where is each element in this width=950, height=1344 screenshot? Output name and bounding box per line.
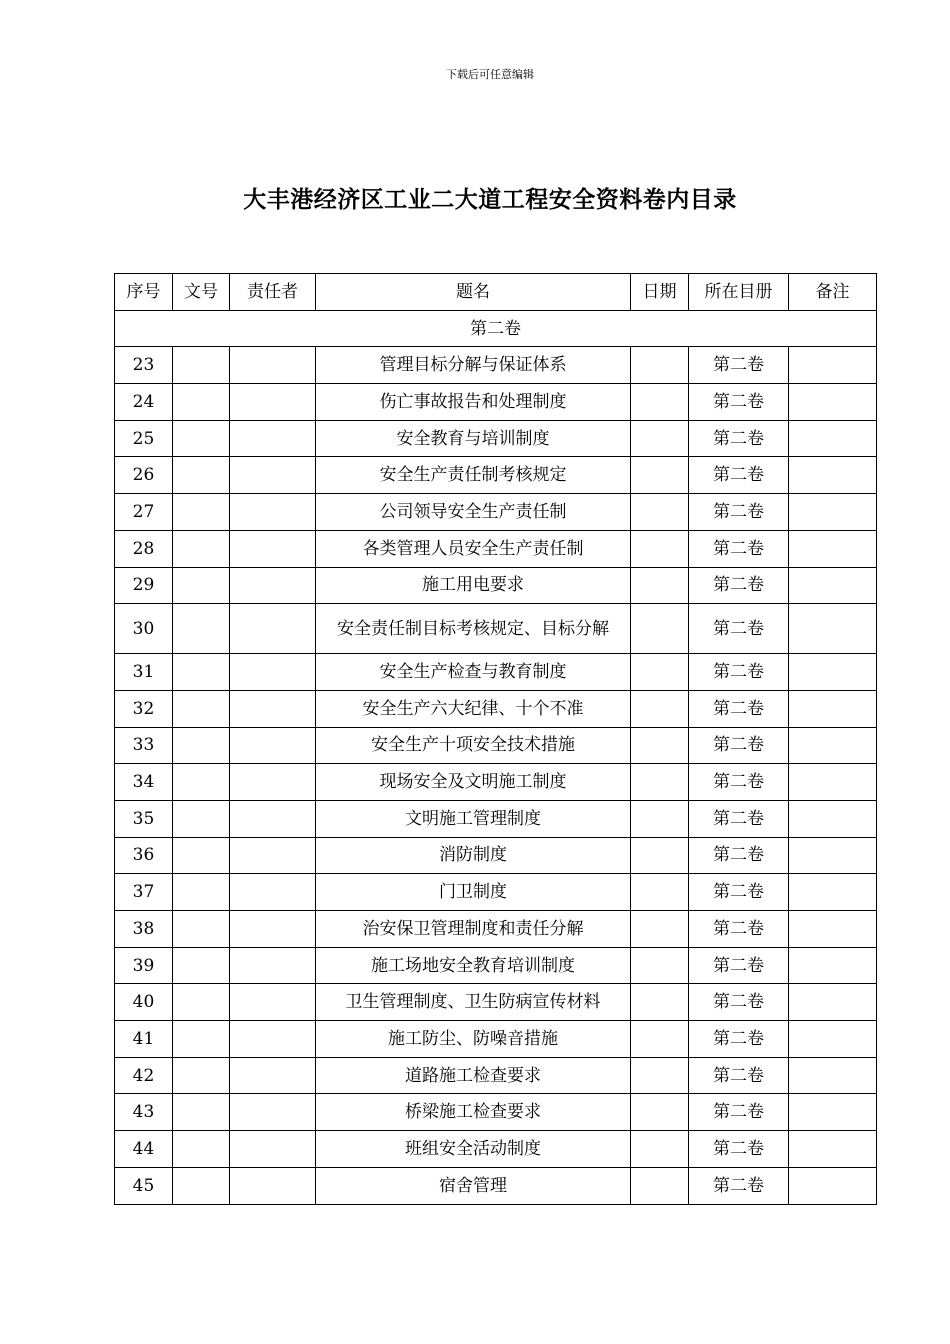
cell-volume: 第二卷	[689, 604, 789, 654]
cell-no: 26	[115, 457, 173, 494]
cell-title: 消防制度	[316, 837, 631, 874]
cell-responsible	[230, 800, 316, 837]
cell-no: 31	[115, 654, 173, 691]
cell-volume: 第二卷	[689, 837, 789, 874]
cell-date	[631, 690, 689, 727]
table-row	[115, 800, 877, 837]
document-title: 大丰港经济区工业二大道工程安全资料卷内目录	[243, 187, 737, 213]
table-row	[115, 530, 877, 567]
cell-remarks	[789, 457, 877, 494]
cell-responsible	[230, 567, 316, 604]
cell-no: 34	[115, 764, 173, 801]
cell-remarks	[789, 567, 877, 604]
cell-responsible	[230, 1057, 316, 1094]
cell-responsible	[230, 530, 316, 567]
table-row	[115, 947, 877, 984]
cell-volume: 第二卷	[689, 1167, 789, 1204]
cell-remarks	[789, 1167, 877, 1204]
cell-date	[631, 947, 689, 984]
cell-doc-no	[173, 1131, 230, 1168]
cell-responsible	[230, 764, 316, 801]
cell-date	[631, 567, 689, 604]
cell-volume: 第二卷	[689, 384, 789, 421]
cell-responsible	[230, 494, 316, 531]
cell-remarks	[789, 1094, 877, 1131]
table-row	[115, 494, 877, 531]
cell-no: 40	[115, 984, 173, 1021]
cell-volume: 第二卷	[689, 530, 789, 567]
cell-title: 安全生产责任制考核规定	[316, 457, 631, 494]
cell-date	[631, 727, 689, 764]
cell-date	[631, 800, 689, 837]
cell-volume: 第二卷	[689, 494, 789, 531]
cell-doc-no	[173, 1167, 230, 1204]
cell-remarks	[789, 984, 877, 1021]
cell-volume: 第二卷	[689, 457, 789, 494]
cell-no: 27	[115, 494, 173, 531]
cell-title: 门卫制度	[316, 874, 631, 911]
cell-volume: 第二卷	[689, 874, 789, 911]
cell-title: 班组安全活动制度	[316, 1131, 631, 1168]
cell-no: 36	[115, 837, 173, 874]
cell-doc-no	[173, 530, 230, 567]
cell-title: 文明施工管理制度	[316, 800, 631, 837]
cell-doc-no	[173, 420, 230, 457]
cell-responsible	[230, 1021, 316, 1058]
header-cell-no: 序号	[115, 274, 173, 311]
cell-responsible	[230, 420, 316, 457]
cell-doc-no	[173, 567, 230, 604]
cell-remarks	[789, 874, 877, 911]
cell-date	[631, 1131, 689, 1168]
cell-date	[631, 1057, 689, 1094]
cell-doc-no	[173, 690, 230, 727]
table-row	[115, 764, 877, 801]
table-row	[115, 911, 877, 948]
cell-no: 37	[115, 874, 173, 911]
cell-date	[631, 384, 689, 421]
cell-responsible	[230, 690, 316, 727]
cell-remarks	[789, 654, 877, 691]
cell-date	[631, 764, 689, 801]
cell-no: 32	[115, 690, 173, 727]
cell-volume: 第二卷	[689, 911, 789, 948]
cell-title: 安全生产检查与教育制度	[316, 654, 631, 691]
table-row	[115, 654, 877, 691]
cell-date	[631, 530, 689, 567]
cell-title: 现场安全及文明施工制度	[316, 764, 631, 801]
section-label: 第二卷	[115, 310, 877, 347]
table-row	[115, 1167, 877, 1204]
cell-no: 42	[115, 1057, 173, 1094]
cell-doc-no	[173, 947, 230, 984]
cell-no: 39	[115, 947, 173, 984]
cell-responsible	[230, 384, 316, 421]
table-row	[115, 567, 877, 604]
cell-title: 施工防尘、防噪音措施	[316, 1021, 631, 1058]
cell-title: 施工用电要求	[316, 567, 631, 604]
cell-title: 治安保卫管理制度和责任分解	[316, 911, 631, 948]
cell-date	[631, 347, 689, 384]
header-cell-doc-no: 文号	[173, 274, 230, 311]
cell-title: 各类管理人员安全生产责任制	[316, 530, 631, 567]
table-row	[115, 347, 877, 384]
cell-responsible	[230, 837, 316, 874]
cell-remarks	[789, 530, 877, 567]
table-row	[115, 874, 877, 911]
cell-responsible	[230, 457, 316, 494]
cell-title: 安全责任制目标考核规定、目标分解	[316, 604, 631, 654]
cell-no: 35	[115, 800, 173, 837]
cell-no: 23	[115, 347, 173, 384]
cell-doc-no	[173, 1021, 230, 1058]
cell-doc-no	[173, 837, 230, 874]
cell-no: 28	[115, 530, 173, 567]
cell-title: 宿舍管理	[316, 1167, 631, 1204]
table-row	[115, 384, 877, 421]
cell-volume: 第二卷	[689, 567, 789, 604]
cell-title: 卫生管理制度、卫生防病宣传材料	[316, 984, 631, 1021]
cell-date	[631, 420, 689, 457]
cell-responsible	[230, 947, 316, 984]
table-row	[115, 727, 877, 764]
cell-date	[631, 1021, 689, 1058]
cell-responsible	[230, 654, 316, 691]
cell-date	[631, 1094, 689, 1131]
cell-date	[631, 494, 689, 531]
cell-volume: 第二卷	[689, 654, 789, 691]
cell-volume: 第二卷	[689, 947, 789, 984]
cell-no: 41	[115, 1021, 173, 1058]
cell-remarks	[789, 837, 877, 874]
cell-doc-no	[173, 764, 230, 801]
table-row	[115, 604, 877, 654]
cell-no: 44	[115, 1131, 173, 1168]
cell-volume: 第二卷	[689, 984, 789, 1021]
cell-no: 43	[115, 1094, 173, 1131]
cell-remarks	[789, 1057, 877, 1094]
cell-volume: 第二卷	[689, 347, 789, 384]
table-row	[115, 690, 877, 727]
cell-remarks	[789, 1131, 877, 1168]
cell-volume: 第二卷	[689, 1057, 789, 1094]
cell-title: 安全生产六大纪律、十个不准	[316, 690, 631, 727]
cell-doc-no	[173, 654, 230, 691]
table-row	[115, 1131, 877, 1168]
cell-responsible	[230, 347, 316, 384]
cell-volume: 第二卷	[689, 800, 789, 837]
catalog-table	[114, 273, 877, 1205]
cell-date	[631, 1167, 689, 1204]
cell-date	[631, 984, 689, 1021]
cell-remarks	[789, 494, 877, 531]
cell-remarks	[789, 420, 877, 457]
cell-volume: 第二卷	[689, 1094, 789, 1131]
cell-remarks	[789, 800, 877, 837]
cell-title: 管理目标分解与保证体系	[316, 347, 631, 384]
header-cell-title: 题名	[316, 274, 631, 311]
table-row	[115, 1057, 877, 1094]
cell-doc-no	[173, 727, 230, 764]
cell-doc-no	[173, 384, 230, 421]
header-cell-date: 日期	[631, 274, 689, 311]
cell-doc-no	[173, 874, 230, 911]
header-cell-responsible: 责任者	[230, 274, 316, 311]
cell-remarks	[789, 384, 877, 421]
cell-no: 38	[115, 911, 173, 948]
cell-doc-no	[173, 457, 230, 494]
section-row	[115, 310, 877, 347]
table-row	[115, 420, 877, 457]
table-row	[115, 1094, 877, 1131]
cell-doc-no	[173, 347, 230, 384]
cell-doc-no	[173, 984, 230, 1021]
table-row	[115, 1021, 877, 1058]
cell-responsible	[230, 874, 316, 911]
cell-date	[631, 911, 689, 948]
cell-remarks	[789, 947, 877, 984]
cell-doc-no	[173, 1057, 230, 1094]
cell-remarks	[789, 690, 877, 727]
cell-no: 24	[115, 384, 173, 421]
cell-remarks	[789, 911, 877, 948]
cell-doc-no	[173, 911, 230, 948]
cell-date	[631, 837, 689, 874]
cell-no: 33	[115, 727, 173, 764]
cell-remarks	[789, 727, 877, 764]
cell-volume: 第二卷	[689, 1131, 789, 1168]
cell-responsible	[230, 1094, 316, 1131]
cell-doc-no	[173, 800, 230, 837]
table-row	[115, 984, 877, 1021]
cell-responsible	[230, 727, 316, 764]
cell-date	[631, 654, 689, 691]
cell-title: 道路施工检查要求	[316, 1057, 631, 1094]
table-row	[115, 837, 877, 874]
cell-doc-no	[173, 604, 230, 654]
cell-title: 公司领导安全生产责任制	[316, 494, 631, 531]
table-header-row	[115, 274, 877, 311]
cell-no: 29	[115, 567, 173, 604]
cell-doc-no	[173, 1094, 230, 1131]
cell-title: 施工场地安全教育培训制度	[316, 947, 631, 984]
header-cell-remarks: 备注	[789, 274, 877, 311]
cell-responsible	[230, 604, 316, 654]
cell-no: 25	[115, 420, 173, 457]
cell-remarks	[789, 1021, 877, 1058]
cell-title: 桥梁施工检查要求	[316, 1094, 631, 1131]
header-cell-volume: 所在目册	[689, 274, 789, 311]
cell-no: 45	[115, 1167, 173, 1204]
table-row	[115, 457, 877, 494]
cell-remarks	[789, 347, 877, 384]
cell-responsible	[230, 1167, 316, 1204]
cell-date	[631, 604, 689, 654]
cell-responsible	[230, 984, 316, 1021]
cell-date	[631, 874, 689, 911]
cell-volume: 第二卷	[689, 690, 789, 727]
cell-volume: 第二卷	[689, 420, 789, 457]
cell-responsible	[230, 1131, 316, 1168]
cell-responsible	[230, 911, 316, 948]
cell-remarks	[789, 764, 877, 801]
cell-title: 安全教育与培训制度	[316, 420, 631, 457]
cell-date	[631, 457, 689, 494]
cell-title: 安全生产十项安全技术措施	[316, 727, 631, 764]
cell-volume: 第二卷	[689, 727, 789, 764]
header-note: 下载后可任意编辑	[446, 68, 534, 81]
cell-volume: 第二卷	[689, 764, 789, 801]
cell-volume: 第二卷	[689, 1021, 789, 1058]
cell-doc-no	[173, 494, 230, 531]
cell-title: 伤亡事故报告和处理制度	[316, 384, 631, 421]
cell-no: 30	[115, 604, 173, 654]
cell-remarks	[789, 604, 877, 654]
